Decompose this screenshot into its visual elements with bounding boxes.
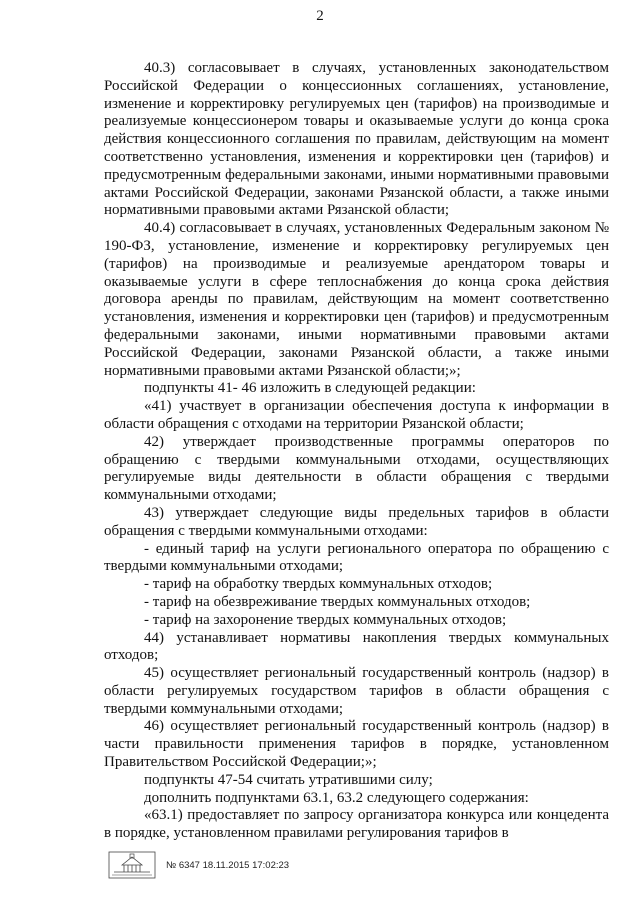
paragraph: подпункты 47-54 считать утратившими силу; bbox=[144, 771, 433, 788]
page-number: 2 bbox=[316, 8, 324, 24]
document-footer bbox=[108, 850, 289, 880]
paragraph: «63.1) предоставляет по запросу организатора конкурса или концедента в порядке, установленном правилами регулирования тарифов в bbox=[104, 807, 609, 842]
paragraph: 43) утверждает следующие виды предельных тарифов в области обращения с твердыми коммунальными отходами: bbox=[104, 504, 609, 539]
list-item: - тариф на обработку твердых коммунальных отходов; bbox=[144, 576, 493, 593]
paragraph: подпункты 41- 46 изложить в следующей редакции: bbox=[144, 380, 476, 397]
paragraph: 42) утверждает производственные программы операторов по обращению с твердыми коммунальными отходами, осуществляющих регулируемые виды деятельности в области обращения с твердыми коммунальными отходами; bbox=[104, 433, 609, 504]
list-item: - тариф на захоронение твердых коммунальных отходов; bbox=[144, 611, 507, 628]
paragraph: 45) осуществляет региональный государственный контроль (надзор) в области регулируемых государством тарифов в области обращения с твердыми коммунальными отходами; bbox=[104, 665, 609, 717]
paragraph: 46) осуществляет региональный государственный контроль (надзор) в части правильности применения тарифов в порядке, установленном Правительством Российской Федерации;»; bbox=[104, 718, 609, 771]
document-body bbox=[104, 60, 609, 843]
paragraph: 40.3) согласовывает в случаях, установленных законодательством Российской Федерации о концессионных соглашениях, установление, изменение и корректировку регулируемых цен (тарифов) на производимые и реализуемые концессионером товары и оказываемые услуги до конца срока действия концессионного соглашения по правилам, действующим на момент соответственно установления, изменения и корректировки цен (тарифов) и предусмотренным федеральными законами, иными нормативными правовыми актами Российской Федерации, законами Рязанской области, а также иными нормативными правовыми актами Рязанской области; bbox=[104, 60, 609, 219]
paragraph: 40.4) согласовывает в случаях, установленных Федеральным законом № 190-ФЗ, установление, изменение и корректировку регулируемых цен (тарифов) на производимые и реализуемые арендатором товары и оказываемые услуги в сфере теплоснабжения до конца срока действия договора аренды по правилам, действующим на момент соответственно установления, изменения и корректировки цен (тарифов) и предусмотренным федеральными законами, иными нормативными правовыми актами Российской Федерации, законами Рязанской области, а также иными нормативными правовыми актами Рязанской области;»; bbox=[104, 220, 609, 379]
list-item: - тариф на обезвреживание твердых коммунальных отходов; bbox=[144, 593, 531, 610]
paragraph: «41) участвует в организации обеспечения доступа к информации в области обращения с отходами на территории Рязанской области; bbox=[104, 398, 609, 432]
list-item: - единый тариф на услуги регионального оператора по обращению с твердыми коммунальными отходами; bbox=[104, 540, 609, 575]
paragraph: 44) устанавливает нормативы накопления твердых коммунальных отходов; bbox=[104, 629, 609, 664]
paragraph: дополнить подпунктами 63.1, 63.2 следующего содержания: bbox=[144, 789, 529, 806]
government-building-icon bbox=[108, 851, 156, 879]
registration-stamp: № 6347 18.11.2015 17:02:23 bbox=[166, 859, 290, 871]
